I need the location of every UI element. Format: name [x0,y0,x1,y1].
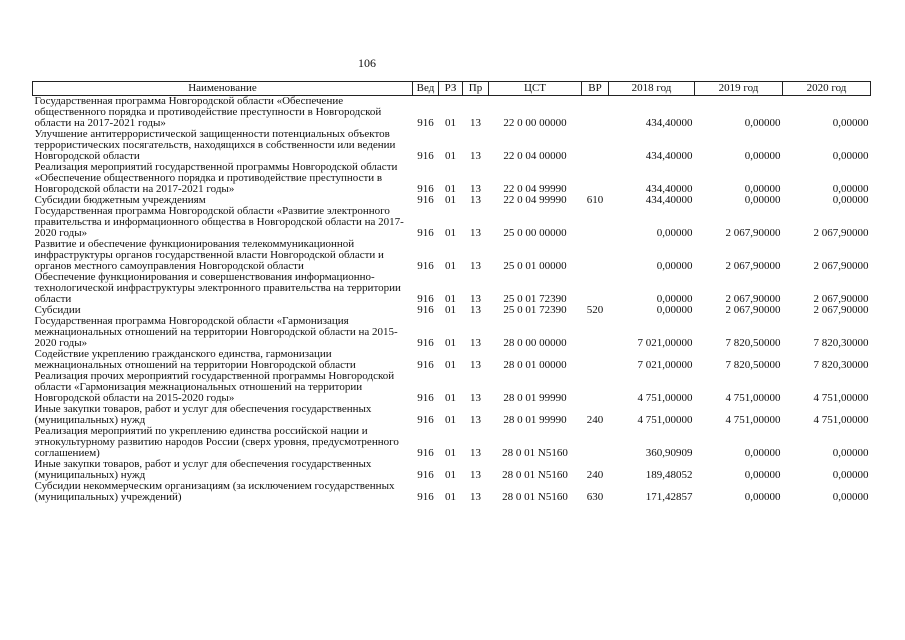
row-ved: 916 [417,447,434,459]
row-pr: 13 [470,260,481,272]
row-2018: 0,00000 [656,304,693,316]
row-2019: 7 820,50000 [725,359,781,371]
page-number: 106 [358,56,376,70]
row-2019: 0,00000 [744,447,781,459]
row-2019: 2 067,90000 [725,304,781,316]
row-name: Государственная программа Новгородской области «Гармонизация межнациональных отношений на территории Новгородской области на 2015-2020 годы» [34,315,398,349]
row-vr [582,371,609,404]
row-pr: 13 [470,293,481,305]
row-cst: 28 0 01 99990 [503,414,567,426]
header-ved: Вед [413,82,439,96]
row-2018: 7 021,00000 [637,337,693,349]
row-2020: 7 820,30000 [813,359,869,371]
row-rz: 01 [445,293,456,305]
row-2020: 2 067,90000 [813,304,869,316]
row-2019: 0,00000 [744,117,781,129]
budget-table [32,81,871,503]
row-name: Субсидии бюджетным учреждениям [34,194,206,206]
row-cst: 22 0 04 99990 [503,194,567,206]
table-body [33,96,871,504]
row-ved: 916 [417,414,434,426]
row-2018: 4 751,00000 [637,392,693,404]
table-row [33,162,871,195]
row-rz: 01 [445,469,456,481]
table-row [33,426,871,459]
header-2019: 2019 год [695,82,783,96]
row-2020: 2 067,90000 [813,293,869,305]
row-vr [582,239,609,272]
table-row [33,206,871,239]
row-vr [582,426,609,459]
header-rz: РЗ [439,82,463,96]
header-vr: ВР [582,82,609,96]
row-name: Реализация мероприятий по укреплению единства российской нации и этнокультурному развитию народов России (сверх уровня, предусмотренного соглашением) [34,425,399,459]
row-2020: 0,00000 [832,491,869,503]
row-ved: 916 [417,337,434,349]
row-2019: 2 067,90000 [725,227,781,239]
row-pr: 13 [470,304,481,316]
row-ved: 916 [417,117,434,129]
header-name: Наименование [33,82,413,96]
row-2019: 0,00000 [744,194,781,206]
row-ved: 916 [417,150,434,162]
row-2018: 434,40000 [645,194,693,206]
row-ved: 916 [417,304,434,316]
row-vr [582,129,609,162]
row-pr: 13 [470,227,481,239]
row-rz: 01 [445,183,456,195]
row-cst: 25 0 01 00000 [503,260,567,272]
row-2019: 4 751,00000 [725,392,781,404]
row-ved: 916 [417,183,434,195]
row-vr: 630 [586,491,604,503]
row-cst: 22 0 00 00000 [503,117,567,129]
row-pr: 13 [470,194,481,206]
row-rz: 01 [445,337,456,349]
row-name: Реализация мероприятий государственной программы Новгородской области «Обеспечение общественного порядка и противодействие преступности в Новгородской области на 2017-2021 годы» [34,161,398,195]
table-row [33,272,871,305]
row-2018: 434,40000 [645,183,693,195]
row-rz: 01 [445,447,456,459]
table-row [33,481,871,503]
table-row [33,349,871,371]
row-2019: 0,00000 [744,183,781,195]
row-cst: 28 0 01 N5160 [502,447,568,459]
row-cst: 28 0 01 00000 [503,359,567,371]
row-2020: 4 751,00000 [813,392,869,404]
row-2018: 171,42857 [645,491,693,503]
row-cst: 28 0 00 00000 [503,337,567,349]
row-ved: 916 [417,469,434,481]
row-2019: 0,00000 [744,491,781,503]
row-name: Обеспечение функционирования и совершенствования информационно- технологической инфраструктуры электронного правительства на территории области [34,271,401,305]
row-vr: 240 [586,414,604,426]
row-pr: 13 [470,469,481,481]
row-cst: 28 0 01 N5160 [502,491,568,503]
row-2018: 7 021,00000 [637,359,693,371]
header-2020: 2020 год [783,82,871,96]
row-pr: 13 [470,359,481,371]
row-ved: 916 [417,359,434,371]
row-pr: 13 [470,491,481,503]
row-2019: 4 751,00000 [725,414,781,426]
row-name: Улучшение антитеррористической защищенности потенциальных объектов террористических посягательств, находящихся в собственности или ведении Новгородской области [34,128,396,162]
row-vr [582,349,609,371]
row-name: Реализация прочих мероприятий государственной программы Новгородской области «Гармонизация межнациональных отношений на территории Новгородской области на 2015-2020 годы» [34,370,395,404]
row-name: Иные закупки товаров, работ и услуг для обеспечения государственных (муниципальных) нужд [34,403,372,426]
row-2020: 0,00000 [832,150,869,162]
row-name: Субсидии [34,304,81,316]
row-rz: 01 [445,260,456,272]
row-name: Иные закупки товаров, работ и услуг для обеспечения государственных (муниципальных) нужд [34,458,372,481]
table-row [33,316,871,349]
row-vr [582,206,609,239]
table-row [33,404,871,426]
row-2020: 4 751,00000 [813,414,869,426]
row-ved: 916 [417,227,434,239]
row-name: Государственная программа Новгородской области «Развитие электронного правительства и информационного общества в Новгородской области на 2017-2020 годы» [34,205,404,239]
row-2018: 189,48052 [645,469,693,481]
row-pr: 13 [470,447,481,459]
header-cst: ЦСТ [489,82,582,96]
row-pr: 13 [470,183,481,195]
row-2018: 0,00000 [656,260,693,272]
row-cst: 25 0 00 00000 [503,227,567,239]
row-ved: 916 [417,491,434,503]
row-2019: 0,00000 [744,469,781,481]
header-2018: 2018 год [609,82,695,96]
header-pr: Пр [463,82,489,96]
row-vr: 240 [586,469,604,481]
row-vr: 520 [586,304,604,316]
row-vr [582,162,609,195]
row-rz: 01 [445,414,456,426]
row-2020: 0,00000 [832,183,869,195]
row-2020: 0,00000 [832,447,869,459]
row-ved: 916 [417,293,434,305]
table-row [33,371,871,404]
row-name: Субсидии некоммерческим организациям (за исключением государственных (муниципальных) учреждений) [34,480,395,503]
row-cst: 22 0 04 99990 [503,183,567,195]
row-ved: 916 [417,194,434,206]
row-2018: 360,90909 [645,447,693,459]
row-cst: 28 0 01 99990 [503,392,567,404]
row-pr: 13 [470,414,481,426]
table-row [33,459,871,481]
row-vr: 610 [586,194,604,206]
row-2020: 0,00000 [832,194,869,206]
row-cst: 22 0 04 00000 [503,150,567,162]
row-2018: 0,00000 [656,293,693,305]
row-pr: 13 [470,337,481,349]
row-cst: 25 0 01 72390 [503,304,567,316]
row-2018: 434,40000 [645,117,693,129]
row-rz: 01 [445,304,456,316]
row-2020: 7 820,30000 [813,337,869,349]
row-ved: 916 [417,260,434,272]
row-name: Развитие и обеспечение функционирования телекоммуникационной инфраструктуры органов государственной власти Новгородской области и органов местного самоуправления Новгородской области [34,238,384,272]
row-2018: 434,40000 [645,150,693,162]
row-rz: 01 [445,359,456,371]
row-cst: 25 0 01 72390 [503,293,567,305]
table-row [33,96,871,130]
row-name: Государственная программа Новгородской области «Обеспечение общественного порядка и противодействие преступности в Новгородской области на 2017-2021 годы» [34,95,382,129]
row-2020: 2 067,90000 [813,260,869,272]
row-rz: 01 [445,227,456,239]
row-rz: 01 [445,150,456,162]
table-header-row [33,82,871,96]
row-2020: 0,00000 [832,469,869,481]
row-2019: 2 067,90000 [725,260,781,272]
row-2020: 2 067,90000 [813,227,869,239]
row-cst: 28 0 01 N5160 [502,469,568,481]
row-2018: 4 751,00000 [637,414,693,426]
row-2019: 2 067,90000 [725,293,781,305]
row-rz: 01 [445,117,456,129]
table-row [33,239,871,272]
row-rz: 01 [445,491,456,503]
row-name: Содействие укреплению гражданского единства, гармонизации межнациональных отношений на территории Новгородской области [34,348,356,371]
row-pr: 13 [470,117,481,129]
row-2019: 7 820,50000 [725,337,781,349]
row-2020: 0,00000 [832,117,869,129]
row-vr [582,96,609,130]
row-2018: 0,00000 [656,227,693,239]
row-rz: 01 [445,392,456,404]
row-vr [582,316,609,349]
row-ved: 916 [417,392,434,404]
row-vr [582,272,609,305]
row-pr: 13 [470,392,481,404]
row-pr: 13 [470,150,481,162]
row-rz: 01 [445,194,456,206]
row-2019: 0,00000 [744,150,781,162]
table-row [33,129,871,162]
